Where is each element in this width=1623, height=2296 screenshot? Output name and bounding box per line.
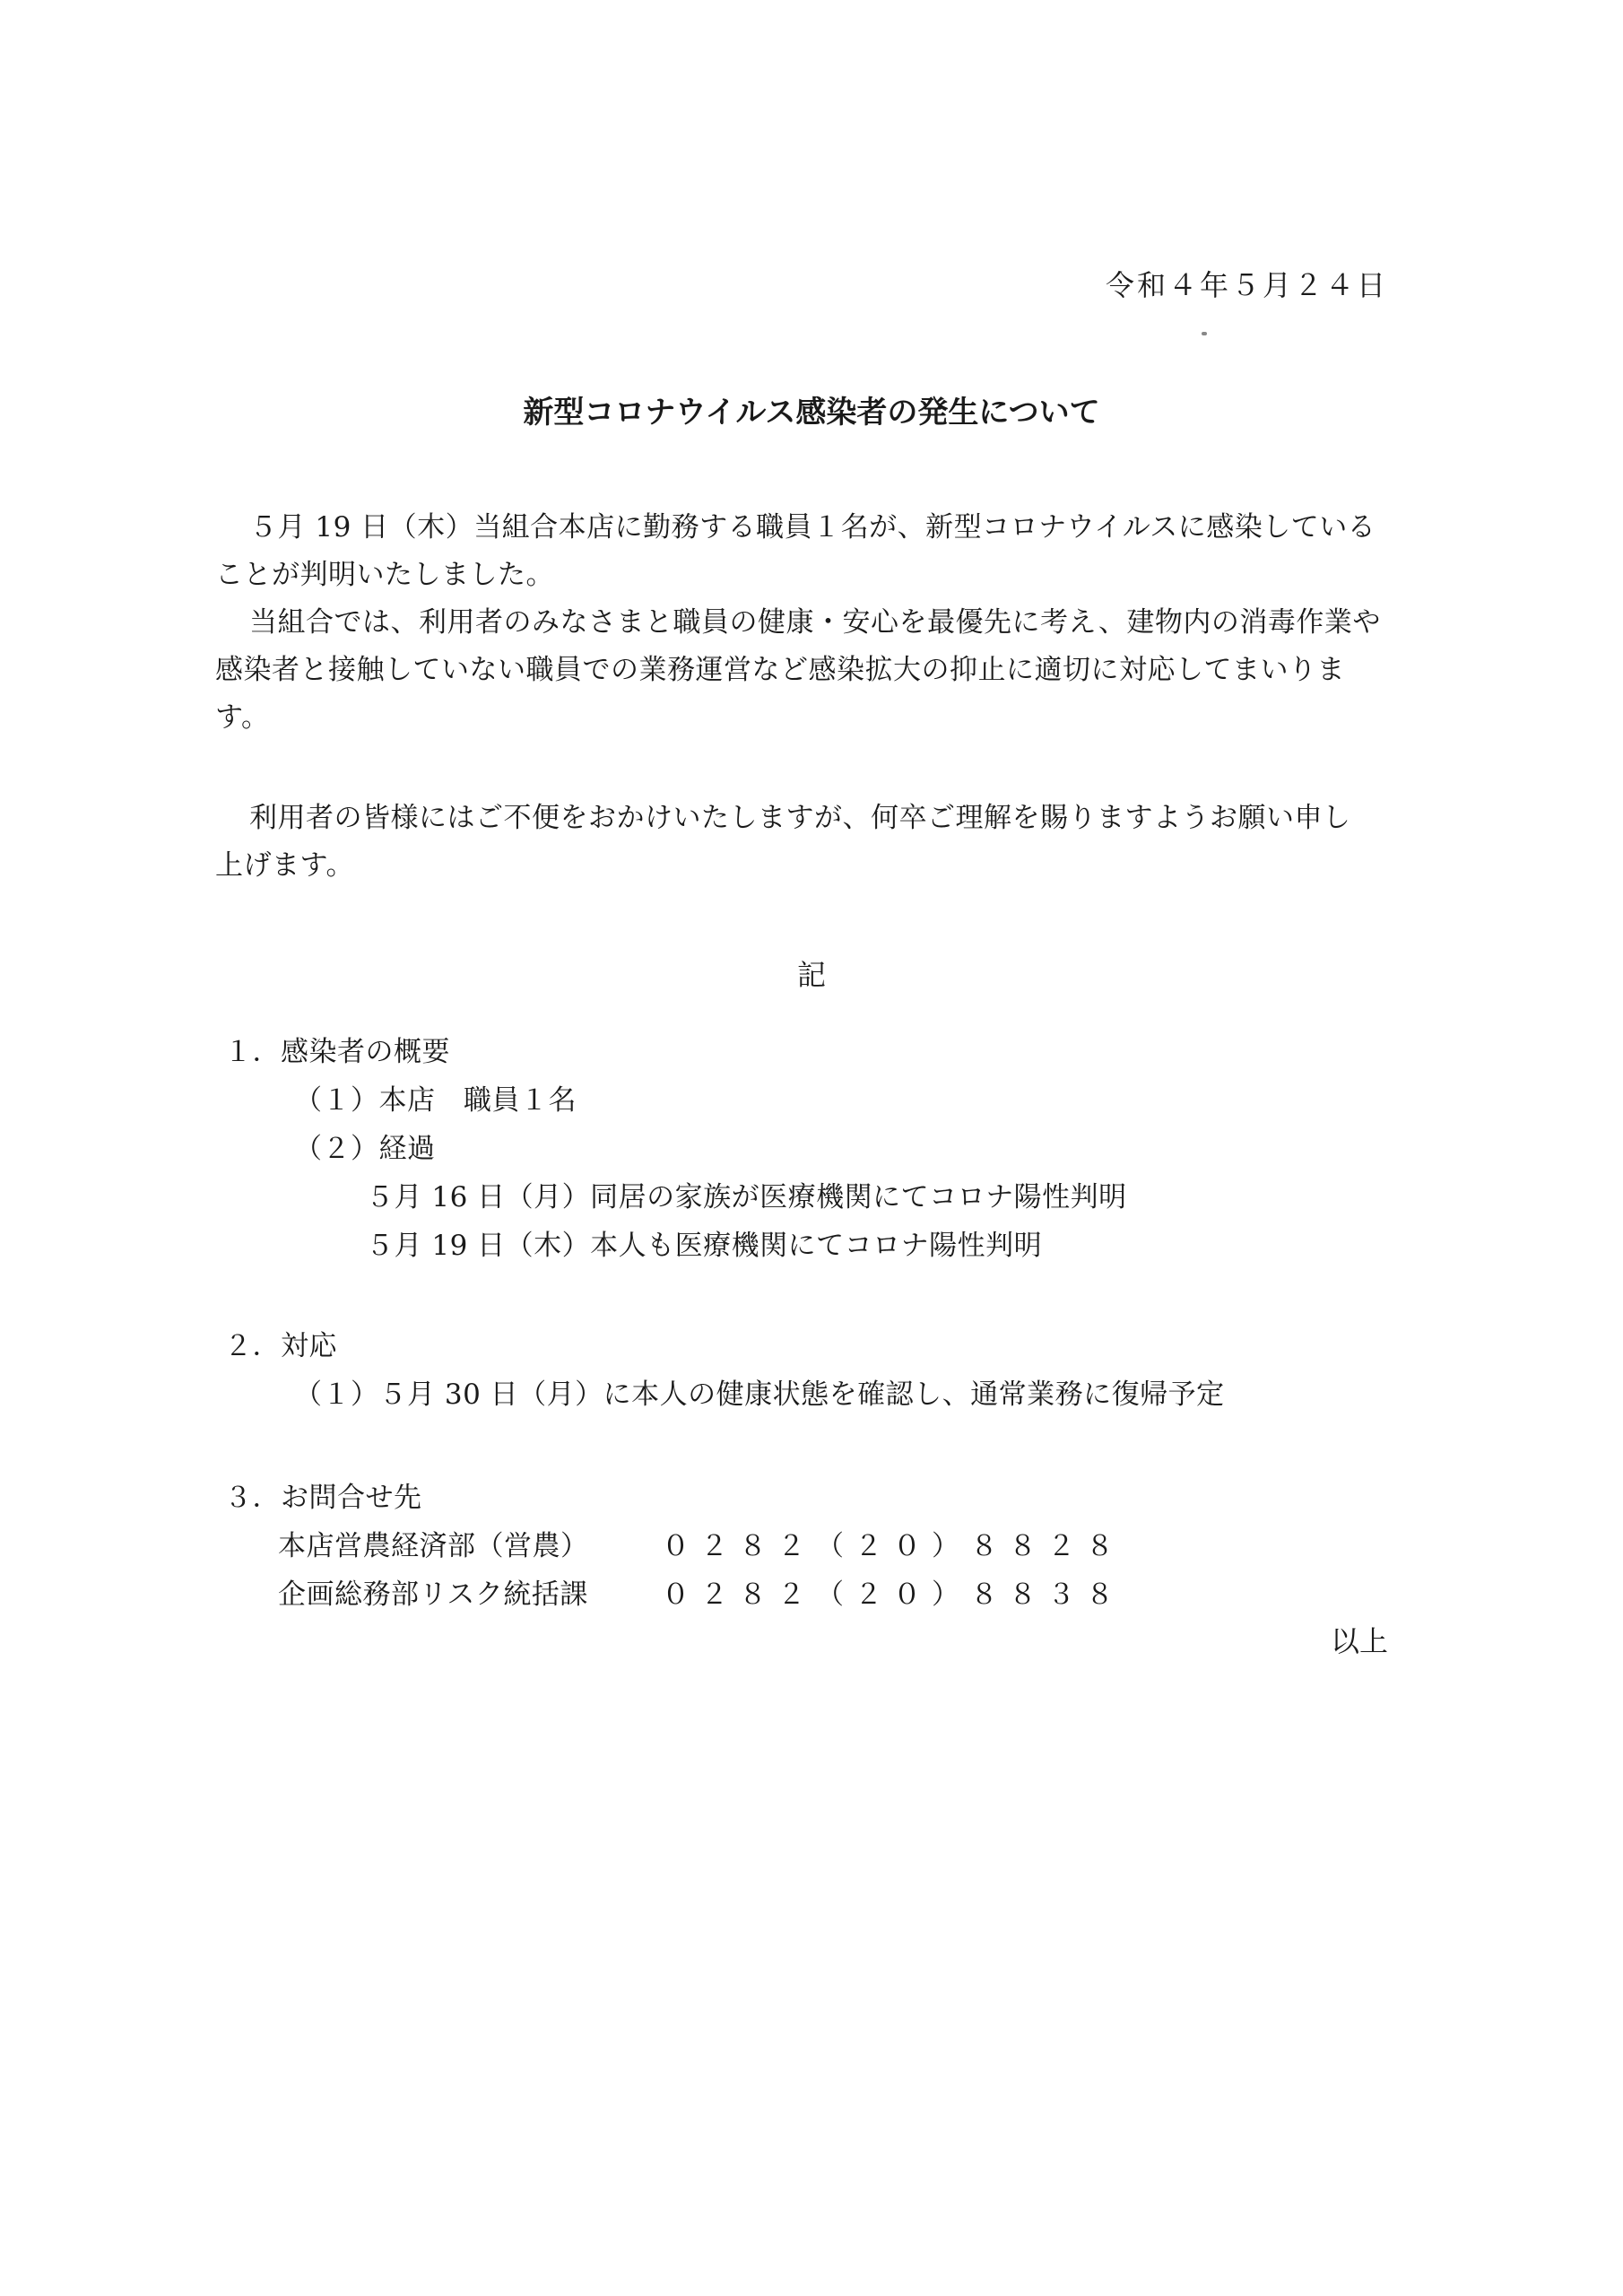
timeline-event: ５月 16 日（月）同居の家族が医療機関にてコロナ陽性判明 bbox=[366, 1181, 1127, 1213]
section-infected-overview bbox=[224, 1028, 1127, 1270]
section-heading: ２．対応 bbox=[224, 1330, 337, 1362]
contact-row bbox=[224, 1570, 1124, 1619]
document-title: 新型コロナウイルス感染者の発生について bbox=[523, 395, 1100, 430]
body-line: 感染者と接触していない職員での業務運営など感染拡大の抑止に適切に対応してまいりま bbox=[215, 654, 1345, 686]
closing-mark: 以上 bbox=[1330, 1624, 1388, 1658]
contact-phone: ０２８２（２０）８８３８ bbox=[662, 1578, 1124, 1611]
section-contact bbox=[224, 1474, 1124, 1619]
body-paragraph-2 bbox=[215, 795, 1397, 890]
section-item: （１）本店 職員１名 bbox=[294, 1084, 577, 1117]
contact-row bbox=[224, 1522, 1124, 1570]
contact-phone: ０２８２（２０）８８２８ bbox=[662, 1530, 1124, 1562]
body-line: ５月 19 日（木）当組合本店に勤務する職員１名が、新型コロナウイルスに感染している bbox=[249, 511, 1376, 544]
section-item: （１）５月 30 日（月）に本人の健康状態を確認し、通常業務に復帰予定 bbox=[294, 1378, 1225, 1411]
section-item: （２）経過 bbox=[294, 1133, 436, 1165]
body-line: ことが判明いたしました。 bbox=[215, 559, 554, 591]
section-response bbox=[224, 1322, 1225, 1419]
body-paragraph-1 bbox=[215, 504, 1397, 742]
section-heading: １．感染者の概要 bbox=[224, 1036, 450, 1068]
contact-department: 企画総務部リスク統括課 bbox=[278, 1578, 588, 1611]
body-line: 利用者の皆様にはご不便をおかけいたしますが、何卒ご理解を賜りますようお願い申し bbox=[249, 802, 1351, 834]
body-line: す。 bbox=[215, 701, 270, 734]
body-line: 当組合では、利用者のみなさまと職員の健康・安心を最優先に考え、建物内の消毒作業や bbox=[249, 606, 1381, 639]
document-date: 令和４年５月２４日 bbox=[1105, 268, 1388, 302]
contact-department: 本店営農経済部（営農） bbox=[278, 1530, 589, 1562]
section-heading: ３．お問合せ先 bbox=[224, 1482, 422, 1514]
ki-heading: 記 bbox=[796, 958, 826, 992]
timeline-event: ５月 19 日（木）本人も医療機関にてコロナ陽性判明 bbox=[366, 1230, 1043, 1262]
scan-speck bbox=[1202, 332, 1207, 335]
body-line: 上げます。 bbox=[215, 849, 355, 882]
